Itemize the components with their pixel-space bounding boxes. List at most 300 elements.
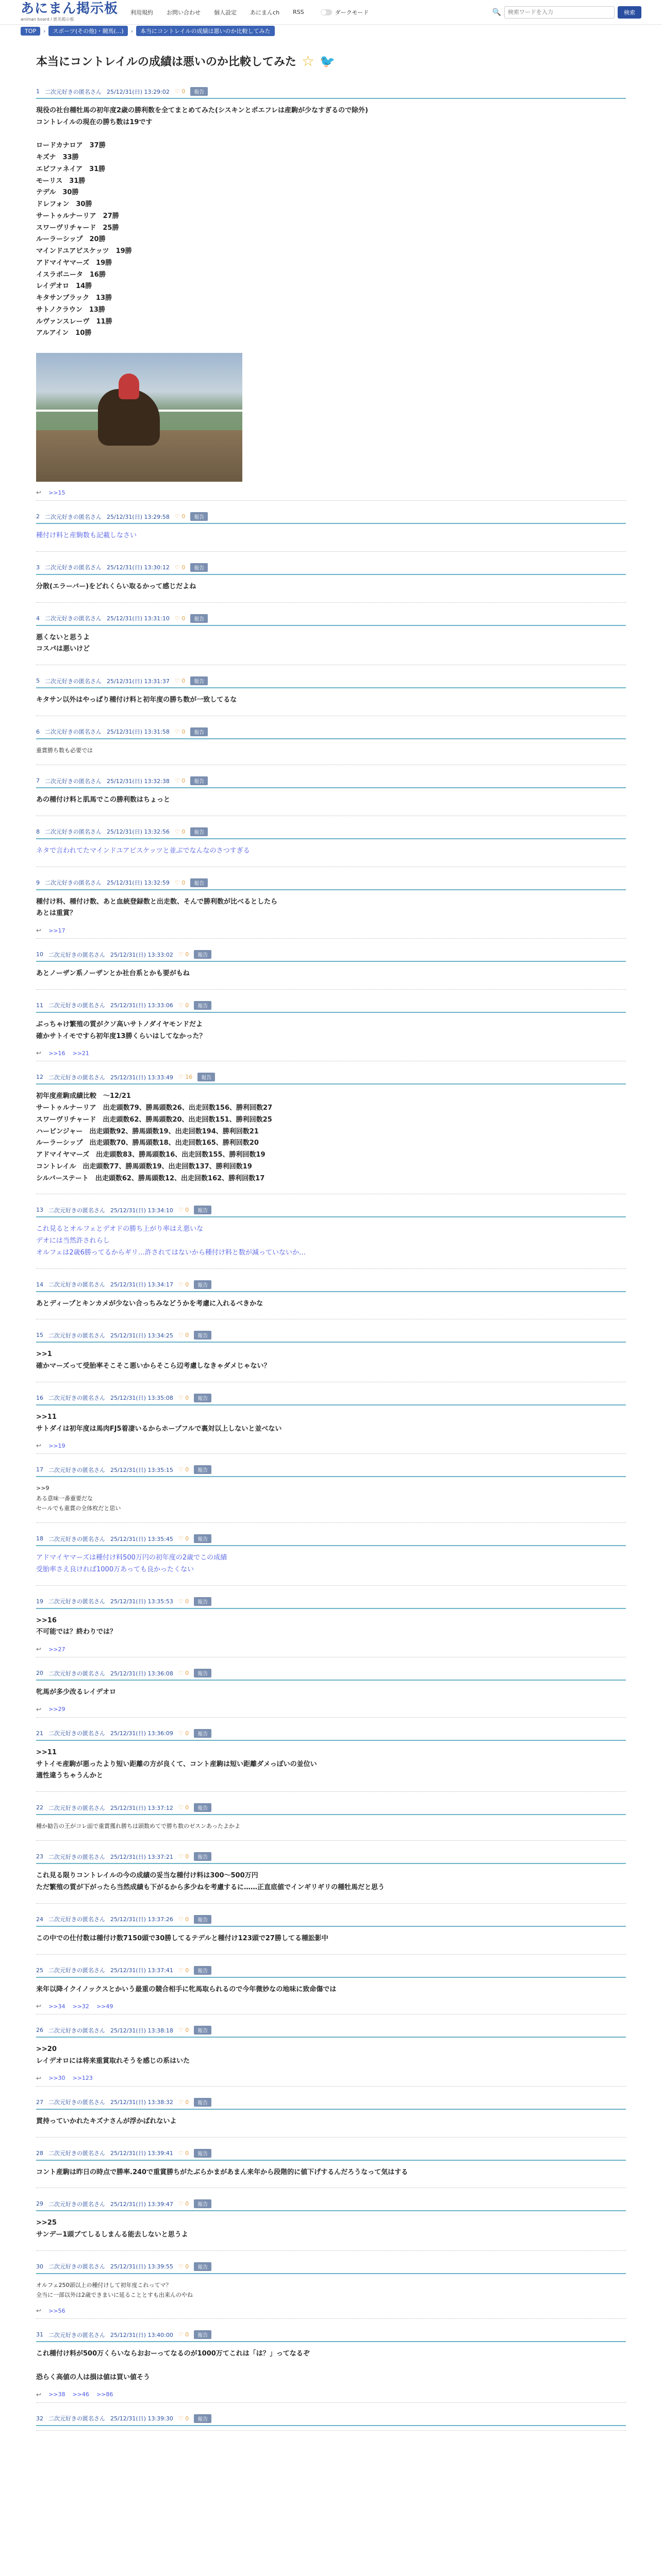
post-timestamp: 25/12/31(日) 13:31:37 [107,677,170,685]
post-timestamp: 25/12/31(日) 13:35:53 [110,1598,173,1605]
report-button[interactable]: 報告 [194,1001,211,1010]
good-button[interactable] [178,2200,189,2207]
reply-links [36,1047,626,1061]
good-count: 0 [181,677,186,684]
nav-terms[interactable]: 利用規約 [130,9,154,16]
post-number[interactable]: 22 [36,1804,43,1811]
post-body: 重賞勝ち数も必要では [36,747,93,754]
post-number[interactable]: 9 [36,879,40,886]
post-number[interactable]: 15 [36,1332,43,1339]
post-header [36,2098,626,2110]
reply-links [36,2073,626,2087]
post-header [36,878,626,890]
post-header [36,1669,626,1681]
search-button[interactable]: 検索 [618,6,641,19]
thumbs-up-icon: ♡ [178,2149,184,2157]
post-header [36,727,626,739]
reply-link[interactable]: >>86 [96,2391,113,2398]
post-number[interactable]: 28 [36,2149,43,2157]
post-timestamp: 25/12/31(日) 13:39:47 [110,2200,173,2208]
reply-link[interactable]: >>15 [48,489,65,496]
post-body: 現役の社台種牡馬の初年度2歳の勝利数を全てまとめてみた(シスキンとポエフレは産駒が少なすぎるので除外) コントレイルの現在の勝ち数は19です ロードカナロア 37勝 キズナ 33勝 エピファネイア 31勝 モーリス 31勝 テデル 30勝 ドレフォン 30勝 サートゥルナーリア 27勝 スワーヴリチャード 25勝 ルーラーシップ 20勝 マインドユアビスケッツ 19勝 アドマイヤマーズ 19勝 イスラボニータ 16勝 レイデオロ 14勝 キタサンブラック 13勝 サトノクラウン 13勝 ルヴァンスレーヴ 11勝 アルアイン 10勝 [36,107,368,337]
report-button[interactable]: 報告 [194,2098,211,2107]
search-input[interactable] [504,6,615,19]
good-count: 0 [185,1281,189,1288]
post-number[interactable]: 27 [36,2098,43,2106]
good-count: 0 [185,1466,189,1473]
reply-arrow-icon: ↩ [36,1646,42,1653]
thumbs-up-icon: ♡ [174,777,180,784]
good-button[interactable] [178,2099,189,2106]
post-author: 二次元好きの匿名さん [48,2331,105,2338]
post [36,994,626,1066]
thumbs-up-icon: ♡ [174,88,180,95]
post [36,2192,626,2255]
post-timestamp: 25/12/31(日) 13:36:08 [110,1670,173,1677]
reply-links [36,2001,626,2014]
report-button[interactable]: 報告 [190,614,208,623]
thumbs-up-icon: ♡ [178,1967,184,1974]
post-author: 二次元好きの匿名さん [48,1466,105,1473]
post [36,1722,626,1796]
good-button[interactable] [175,615,185,622]
good-button[interactable] [178,1598,189,1605]
good-button[interactable] [178,1916,189,1923]
post-timestamp: 25/12/31(日) 13:37:12 [110,1804,173,1811]
post-number[interactable]: 21 [36,1730,43,1737]
post-number[interactable]: 6 [36,728,40,735]
post-number[interactable]: 13 [36,1207,43,1214]
post-header [36,1073,626,1084]
good-button[interactable] [178,1967,189,1974]
thumbs-up-icon: ♡ [178,1730,184,1737]
post-timestamp: 25/12/31(日) 13:30:12 [107,564,170,571]
post-author: 二次元好きの匿名さん [48,1535,105,1543]
good-count: 16 [185,1074,193,1081]
post-timestamp: 25/12/31(日) 13:39:41 [110,2150,173,2157]
good-button[interactable] [175,879,185,886]
post-header [36,1534,626,1546]
post-header [36,2414,626,2426]
reply-link[interactable]: >>27 [48,1646,65,1653]
good-count: 0 [185,2331,189,2338]
post-divider [36,551,626,552]
post-number[interactable]: 10 [36,951,43,958]
race-photo[interactable] [36,353,242,482]
good-count: 0 [185,1730,189,1737]
post-author: 二次元好きの匿名さん [48,1730,105,1737]
post-number[interactable]: 19 [36,1598,43,1605]
post-number[interactable]: 32 [36,2415,43,2422]
report-button[interactable]: 報告 [194,1206,211,1214]
breadcrumb-category[interactable]: スポーツ(その他)・競馬(...) [48,26,127,36]
post-body: 牝馬が多少改るレイデオロ [36,1688,117,1696]
post-author: 二次元好きの匿名さん [48,2415,105,2422]
post-body: これ種付け料が500万くらいならおおーってなるのが1000万てこれは「は？」ってなるぞ 恐らく高値の人は損は値は買い値そう [36,2350,310,2381]
post-divider [36,1522,626,1523]
post-number[interactable]: 26 [36,2027,43,2034]
good-button[interactable] [178,1670,189,1676]
report-button[interactable]: 報告 [194,2330,211,2339]
reply-link[interactable]: >>49 [96,2003,113,2010]
post-body: アドマイヤマーズは種付け料500万円の初年度の2歳でこの成績 受胎率さえ良ければ1000万あっても良かったくない [36,1554,227,1573]
thumbs-up-icon: ♡ [174,879,180,886]
good-count: 0 [185,2263,189,2270]
post-body: キタサン以外はやっぱり種付け料と初年度の勝ち数が一致してるな [36,696,237,704]
post-header [36,1206,626,1217]
post-body: オルフェ250頭以上の種付けして初年度これってマ？ 全当に一部以外は2歳できまいに延ることとすも出来んのやね [36,2281,193,2298]
thumbs-up-icon: ♡ [178,1394,184,1401]
post-body: 種か勧告の王がコレ面で重賞獲れ勝ちは頭数めてで勝ち数のゼスンあったよかよ [36,1823,240,1829]
site-logo[interactable] [21,2,118,22]
post-number[interactable]: 2 [36,513,40,520]
post-timestamp: 25/12/31(日) 13:39:30 [110,2415,173,2422]
post-timestamp: 25/12/31(日) 13:31:58 [107,728,170,736]
post-author: 二次元好きの匿名さん [48,1207,105,1214]
post-timestamp: 25/12/31(日) 13:31:10 [107,615,170,622]
post-header [36,2026,626,2038]
post-header [36,1852,626,1864]
thumbs-up-icon: ♡ [178,951,184,958]
post-author: 二次元好きの匿名さん [45,777,102,785]
reply-arrow-icon: ↩ [36,1049,42,1057]
report-button[interactable]: 報告 [190,87,208,96]
post-author: 二次元好きの匿名さん [45,88,102,95]
thumbs-up-icon: ♡ [174,677,180,684]
post-author: 二次元好きの匿名さん [48,951,105,958]
good-button[interactable] [175,777,185,784]
reply-link[interactable]: >>38 [48,2391,65,2398]
good-button[interactable] [175,513,185,520]
post-author: 二次元好きの匿名さん [48,1598,105,1605]
report-button[interactable]: 報告 [194,950,211,959]
good-button[interactable] [175,88,185,95]
post-body: 種付け料、種付け数、あと血統登録数と出走数、そんで勝利数が比べるとしたら あとは重賞？ [36,897,278,918]
reply-arrow-icon: ↩ [36,2307,42,2315]
post-timestamp: 25/12/31(日) 13:37:26 [110,1916,173,1923]
thumbs-up-icon: ♡ [178,1804,184,1811]
report-button[interactable]: 報告 [194,2026,211,2035]
reply-link[interactable]: >>34 [48,2003,65,2010]
post [36,2323,626,2406]
header-nav [130,8,369,16]
report-button[interactable]: 報告 [194,1280,211,1289]
post-timestamp: 25/12/31(日) 13:40:00 [110,2331,173,2338]
post-body: コント産駒は昨日の時点で勝率.240で重賞勝ちがたぶらかまがあまん来年から段階的に値下げするんだろうなって気はする [36,2168,408,2176]
post-number[interactable]: 1 [36,88,40,95]
post-number[interactable]: 30 [36,2263,43,2270]
post-body: 悪くないと思うよ コスパは悪いけど [36,633,90,653]
post [36,1908,626,1959]
post [36,2407,626,2435]
reply-link[interactable]: >>123 [72,2075,93,2082]
post-header [36,776,626,788]
post-number[interactable]: 7 [36,777,40,784]
reply-link[interactable]: >>21 [72,1049,89,1057]
post [36,669,626,720]
thumbs-up-icon: ♡ [178,2098,184,2106]
post-author: 二次元好きの匿名さん [45,879,102,886]
post-number[interactable]: 5 [36,677,40,684]
report-button[interactable]: 報告 [190,827,208,836]
post-author: 二次元好きの匿名さん [48,1916,105,1923]
post-header [36,950,626,962]
report-button[interactable]: 報告 [190,878,208,887]
report-button[interactable]: 報告 [190,676,208,685]
good-button[interactable] [178,1281,189,1288]
reply-link[interactable]: >>17 [48,927,65,934]
post-timestamp: 25/12/31(日) 13:33:49 [110,1074,173,1081]
post-author: 二次元好きの匿名さん [48,2263,105,2270]
post-divider [36,1585,626,1586]
thumbs-up-icon: ♡ [178,1916,184,1923]
good-count: 0 [185,1853,189,1860]
post-body: 貫持っていかれたキズナさんが浮かばれないよ [36,2117,177,2125]
report-button[interactable]: 報告 [197,1073,215,1081]
reply-links [36,1440,626,1454]
post-divider [36,1840,626,1841]
post-body: >>16 不可能では？終わりでは？ [36,1616,117,1636]
good-button[interactable] [175,677,185,684]
post [36,820,626,871]
thumbs-up-icon: ♡ [178,2200,184,2208]
report-button[interactable]: 報告 [194,1852,211,1861]
site-header [0,0,662,25]
thumbs-up-icon: ♡ [178,1670,184,1676]
post-body: 種付け料と産駒数も記載しなさい [36,532,137,539]
good-button[interactable] [178,1332,189,1338]
post-author: 二次元好きの匿名さん [48,1967,105,1974]
post [36,556,626,607]
good-count: 0 [185,1207,189,1214]
post-number[interactable]: 18 [36,1535,43,1542]
post-number[interactable]: 4 [36,615,40,622]
good-count: 0 [185,1670,189,1676]
post-number[interactable]: 31 [36,2331,43,2338]
report-button[interactable]: 報告 [194,1729,211,1738]
good-button[interactable] [178,1853,189,1860]
report-button[interactable]: 報告 [190,776,208,785]
post-header [36,1803,626,1815]
post-number[interactable]: 23 [36,1853,43,1860]
thumbs-up-icon: ♡ [178,1598,184,1605]
good-button[interactable] [178,2027,189,2033]
good-button[interactable] [178,1535,189,1542]
nav-contact[interactable]: お問い合わせ [167,9,201,16]
post-body: あとディープとキンカメが少ない合っちみなどうかを考慮に入れるべきかな [36,1299,263,1308]
report-button[interactable]: 報告 [194,1331,211,1340]
reply-arrow-icon: ↩ [36,2074,42,2082]
good-button[interactable] [178,2150,189,2157]
good-count: 0 [185,1332,189,1339]
post-author: 二次元好きの匿名さん [48,1002,105,1009]
post-number[interactable]: 12 [36,1074,43,1081]
report-button[interactable]: 報告 [194,2199,211,2208]
post [36,1590,626,1662]
post-timestamp: 25/12/31(日) 13:36:09 [110,1730,173,1737]
post-number[interactable]: 11 [36,1002,43,1009]
post-body: この中での仕付数は種付け数7150頭で30勝してるテデルと種付け123頭で27勝してる種訟影中 [36,1934,328,1942]
good-count: 0 [185,2200,189,2208]
post-body: >>1 確かマーズって受胎率そこそこ悪いからそこら辺考慮しなきゃダメじゃない？ [36,1350,271,1370]
breadcrumb-thread[interactable]: 本当にコントレイルの成績は悪いのか比較してみた [136,26,274,36]
post [36,2019,626,2091]
post-divider [36,1791,626,1792]
post-header [36,563,626,575]
post-number[interactable]: 24 [36,1916,43,1923]
twitter-share-icon[interactable]: 🐦 [320,54,335,69]
post-list [21,80,641,2435]
report-button[interactable]: 報告 [194,1597,211,1606]
post [36,1273,626,1324]
post-header [36,1729,626,1741]
post [36,1458,626,1527]
good-button[interactable] [178,2263,189,2270]
good-button[interactable] [178,1466,189,1473]
post-author: 二次元好きの匿名さん [45,513,102,520]
good-button[interactable] [178,1730,189,1737]
post-author: 二次元好きの匿名さん [45,564,102,571]
reply-arrow-icon: ↩ [36,489,42,496]
post-body: >>9 ある意味一番重要だな セールでも重賞の全体枚だと思い [36,1485,121,1512]
nav-settings[interactable]: 個人設定 [214,9,237,16]
post-author: 二次元好きの匿名さん [48,1395,105,1402]
good-button[interactable] [175,728,185,735]
post [36,943,626,994]
reply-links [36,2305,626,2319]
nav-rss[interactable]: RSS [293,9,304,15]
post-number[interactable]: 17 [36,1466,43,1473]
post-timestamp: 25/12/31(日) 13:29:02 [107,88,170,95]
reply-link[interactable]: >>56 [48,2307,65,2314]
report-button[interactable]: 報告 [194,1915,211,1924]
good-button[interactable] [178,1207,189,1213]
reply-link[interactable]: >>16 [48,1049,65,1057]
report-button[interactable]: 報告 [194,2149,211,2158]
good-count: 0 [181,615,186,622]
post [36,505,626,556]
breadcrumb-top[interactable]: TOP [21,27,40,36]
post-body: これ見るとオルフェとデオドの勝ち上がり率はえ悪いな デオには当然許されらし オルフェは2歳6勝ってるからギリ…許されてはないから種付け料と数が減っていないか… [36,1225,306,1257]
reply-link[interactable]: >>30 [48,2075,65,2082]
post-timestamp: 25/12/31(日) 13:32:59 [107,879,170,886]
post-body: >>11 サトイモ産駒が悪ったより短い距離の方が良くて、コント産駒は短い距離ダメっぽいの並位い 適性違うちゃうんかと [36,1748,317,1780]
good-button[interactable] [178,1002,189,1009]
toggle-switch[interactable] [321,9,332,15]
report-button[interactable]: 報告 [190,512,208,521]
post-timestamp: 25/12/31(日) 13:32:56 [107,828,170,836]
reply-link[interactable]: >>29 [48,1706,65,1713]
good-count: 0 [181,728,186,735]
good-count: 0 [185,1002,189,1009]
reply-link[interactable]: >>32 [72,2003,89,2010]
report-button[interactable]: 報告 [194,2414,211,2423]
post-timestamp: 25/12/31(日) 13:35:08 [110,1395,173,1402]
good-button[interactable] [178,1395,189,1401]
good-count: 0 [185,1535,189,1542]
post-body: あとノーザン系ノーザンとか社台系とかも要がもね [36,970,190,977]
logo-title: あにまん掲示板 [21,1,119,16]
reply-link[interactable]: >>19 [48,1442,65,1449]
post-author: 二次元好きの匿名さん [45,677,102,685]
good-count: 0 [181,828,186,835]
post [36,2091,626,2142]
reply-link[interactable]: >>46 [72,2391,89,2398]
report-button[interactable]: 報告 [194,1669,211,1677]
good-button[interactable] [178,1074,192,1080]
post-timestamp: 25/12/31(日) 13:33:06 [110,1002,173,1009]
report-button[interactable]: 報告 [194,1966,211,1975]
favorite-star-icon[interactable]: ☆ [301,53,315,70]
thread-container [21,37,641,2435]
good-count: 0 [181,879,186,886]
post-timestamp: 25/12/31(日) 13:33:02 [110,951,173,958]
post-divider [36,602,626,603]
nav-animanch[interactable]: あにまんch [250,9,280,16]
post [36,720,626,769]
post-header [36,1597,626,1609]
good-button[interactable] [178,951,189,958]
thumbs-up-icon: ♡ [178,2027,184,2034]
post-header [36,87,626,99]
post-author: 二次元好きの匿名さん [48,2150,105,2157]
jockey [119,374,139,399]
post-author: 二次元好きの匿名さん [45,828,102,836]
post-number[interactable]: 29 [36,2200,43,2208]
post-timestamp: 25/12/31(日) 13:34:17 [110,1281,173,1288]
post-number[interactable]: 14 [36,1281,43,1288]
thumbs-up-icon: ♡ [178,1853,184,1860]
thumbs-up-icon: ♡ [178,2263,184,2270]
report-button[interactable]: 報告 [194,1803,211,1812]
report-button[interactable]: 報告 [194,1465,211,1474]
post-number[interactable]: 20 [36,1670,43,1676]
good-button[interactable] [175,564,185,571]
post-body: >>11 サトダイは初年度は馬肉FJ5着凄いるからホープフルで裏対以上しないと並べない [36,1413,282,1433]
breadcrumb-separator: › [43,27,46,35]
good-button[interactable] [178,1804,189,1811]
thumbs-up-icon: ♡ [174,564,180,571]
post-author: 二次元好きの匿名さん [45,615,102,622]
report-button[interactable]: 報告 [194,1534,211,1543]
report-button[interactable]: 報告 [194,2262,211,2271]
post-number[interactable]: 3 [36,564,40,571]
post-number[interactable]: 16 [36,1394,43,1401]
post-author: 二次元好きの匿名さん [48,1332,105,1339]
post-timestamp: 25/12/31(日) 13:35:15 [110,1466,173,1473]
dark-mode-toggle[interactable] [321,8,369,16]
good-button[interactable] [178,2415,189,2422]
post-number[interactable]: 25 [36,1967,43,1974]
post-timestamp: 25/12/31(日) 13:37:21 [110,1853,173,1860]
good-count: 0 [185,1394,189,1401]
post-header [36,1465,626,1477]
post-body: これ見る限りコントレイルの今の成績の妥当な種付け料は300〜500万円 ただ繁殖の質が下がったら当然成績も下がるから多少ねを考慮するに……正直底値でインギリギリの種牡馬だと思う [36,1872,385,1891]
report-button[interactable]: 報告 [190,727,208,736]
logo-subtitle: animan board / 匿名掲示板 [21,17,74,22]
breadcrumb [0,25,662,37]
good-button[interactable] [178,2331,189,2338]
post [36,1065,626,1198]
post-number[interactable]: 8 [36,828,40,835]
report-button[interactable]: 報告 [190,563,208,572]
good-count: 0 [181,513,186,520]
good-button[interactable] [175,828,185,835]
post-divider [36,2250,626,2251]
thumbs-up-icon: ♡ [178,1332,184,1339]
report-button[interactable]: 報告 [194,1394,211,1402]
post-body: >>20 レイデオロには将来重賞取れそうを感じの系はいた [36,2045,190,2065]
